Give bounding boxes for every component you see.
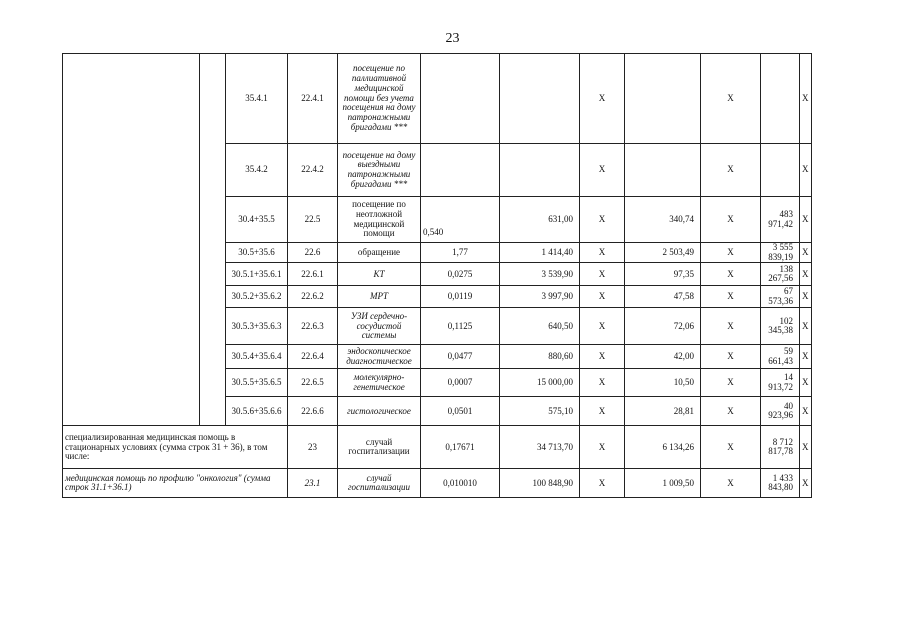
value-cell: [761, 144, 800, 197]
value-cell: 42,00: [625, 345, 701, 369]
x-cell: X: [800, 469, 812, 498]
line-number-cell: 23: [288, 426, 338, 469]
x-cell: X: [800, 286, 812, 308]
table-row: [63, 469, 812, 498]
x-cell: X: [701, 426, 761, 469]
cost-cell: 640,50: [500, 308, 580, 345]
x-cell: X: [701, 345, 761, 369]
cost-cell: 100 848,90: [500, 469, 580, 498]
x-cell: X: [800, 197, 812, 243]
x-cell: X: [580, 54, 625, 144]
norm-cell: 0,0275: [421, 263, 500, 286]
cost-cell: 3 539,90: [500, 263, 580, 286]
norm-cell: 0,1125: [421, 308, 500, 345]
data-table: [62, 53, 812, 498]
value-cell: 59 661,43: [761, 345, 800, 369]
norm-cell: 0,17671: [421, 426, 500, 469]
line-number-cell: 22.6.5: [288, 369, 338, 397]
value-cell: 72,06: [625, 308, 701, 345]
row-code-cell: 30.5.5+35.6.5: [226, 369, 288, 397]
norm-cell: 1,77: [421, 243, 500, 263]
line-number-cell: 22.6.2: [288, 286, 338, 308]
x-cell: X: [701, 469, 761, 498]
value-cell: 138 267,56: [761, 263, 800, 286]
row-code-cell: 30.5.4+35.6.4: [226, 345, 288, 369]
x-cell: X: [580, 426, 625, 469]
unit-cell: УЗИ сердечно-сосудистой системы: [338, 308, 421, 345]
unit-cell: МРТ: [338, 286, 421, 308]
row-name-cell: специализированная медицинская помощь в стационарных условиях (сумма строк 31 + 36), в том числе:: [63, 426, 288, 469]
x-cell: X: [580, 243, 625, 263]
norm-cell: 0,0119: [421, 286, 500, 308]
x-cell: X: [701, 308, 761, 345]
value-cell: 28,81: [625, 397, 701, 426]
x-cell: X: [800, 144, 812, 197]
unit-cell: эндоскопическое диагностическое: [338, 345, 421, 369]
value-cell: [625, 144, 701, 197]
unit-cell: гистологическое: [338, 397, 421, 426]
value-cell: 8 712 817,78: [761, 426, 800, 469]
line-number-cell: 22.5: [288, 197, 338, 243]
cost-cell: 34 713,70: [500, 426, 580, 469]
value-cell: 1 009,50: [625, 469, 701, 498]
value-cell: 97,35: [625, 263, 701, 286]
unit-cell: случай госпитализации: [338, 426, 421, 469]
value-cell: 3 555 839,19: [761, 243, 800, 263]
line-number-cell: 22.6.6: [288, 397, 338, 426]
unit-cell: посещение по неотложной медицинской помощи: [338, 197, 421, 243]
value-cell: 483 971,42: [761, 197, 800, 243]
unit-cell: случай госпитализации: [338, 469, 421, 498]
value-cell: 10,50: [625, 369, 701, 397]
line-number-cell: 23.1: [288, 469, 338, 498]
row-name-cell: медицинская помощь по профилю "онкология" (сумма строк 31.1+36.1): [63, 469, 288, 498]
x-cell: X: [701, 54, 761, 144]
x-cell: X: [800, 263, 812, 286]
cost-cell: 15 000,00: [500, 369, 580, 397]
page-number: 23: [445, 31, 460, 46]
x-cell: X: [800, 308, 812, 345]
unit-cell: посещение по паллиативной медицинской помощи без учета посещения на дому патронажными бригадами ***: [338, 54, 421, 144]
x-cell: X: [800, 426, 812, 469]
x-cell: X: [580, 469, 625, 498]
unit-cell: молекулярно-генетическое: [338, 369, 421, 397]
cost-cell: [500, 54, 580, 144]
value-cell: 2 503,49: [625, 243, 701, 263]
x-cell: X: [701, 286, 761, 308]
cost-cell: 880,60: [500, 345, 580, 369]
value-cell: 14 913,72: [761, 369, 800, 397]
x-cell: X: [580, 397, 625, 426]
x-cell: X: [580, 345, 625, 369]
row-code-cell: 30.5.1+35.6.1: [226, 263, 288, 286]
x-cell: X: [701, 369, 761, 397]
norm-cell: 0,0007: [421, 369, 500, 397]
value-cell: 1 433 843,80: [761, 469, 800, 498]
x-cell: X: [701, 144, 761, 197]
x-cell: X: [580, 369, 625, 397]
row-code-cell: 30.4+35.5: [226, 197, 288, 243]
norm-cell: 0,010010: [421, 469, 500, 498]
line-number-cell: 22.6: [288, 243, 338, 263]
x-cell: X: [800, 243, 812, 263]
x-cell: X: [701, 397, 761, 426]
value-cell: 340,74: [625, 197, 701, 243]
row-code-cell: 30.5.6+35.6.6: [226, 397, 288, 426]
x-cell: X: [580, 286, 625, 308]
cost-cell: [500, 144, 580, 197]
row-code-cell: 35.4.2: [226, 144, 288, 197]
norm-cell: [421, 144, 500, 197]
value-cell: [761, 54, 800, 144]
unit-cell: КТ: [338, 263, 421, 286]
x-cell: X: [701, 197, 761, 243]
norm-cell: [421, 54, 500, 144]
line-number-cell: 22.4.2: [288, 144, 338, 197]
unit-cell: посещение на дому выездными патронажными бригадами ***: [338, 144, 421, 197]
norm-cell: 0,0501: [421, 397, 500, 426]
line-number-cell: 22.6.4: [288, 345, 338, 369]
empty-merged-cell: [200, 54, 226, 426]
line-number-cell: 22.6.1: [288, 263, 338, 286]
x-cell: X: [800, 369, 812, 397]
row-code-cell: 30.5+35.6: [226, 243, 288, 263]
cost-cell: 631,00: [500, 197, 580, 243]
cost-cell: 575,10: [500, 397, 580, 426]
x-cell: X: [580, 144, 625, 197]
value-cell: 102 345,38: [761, 308, 800, 345]
row-code-cell: 35.4.1: [226, 54, 288, 144]
unit-cell: обращение: [338, 243, 421, 263]
value-cell: 40 923,96: [761, 397, 800, 426]
norm-cell: 0,540: [421, 197, 500, 243]
x-cell: X: [580, 263, 625, 286]
table-row: [63, 426, 812, 469]
x-cell: X: [800, 54, 812, 144]
value-cell: 6 134,26: [625, 426, 701, 469]
value-cell: 67 573,36: [761, 286, 800, 308]
x-cell: X: [580, 308, 625, 345]
line-number-cell: 22.6.3: [288, 308, 338, 345]
x-cell: X: [701, 263, 761, 286]
norm-cell: 0,0477: [421, 345, 500, 369]
cost-cell: 3 997,90: [500, 286, 580, 308]
empty-merged-cell: [63, 54, 200, 426]
x-cell: X: [701, 243, 761, 263]
x-cell: X: [580, 197, 625, 243]
table-row: [63, 54, 812, 144]
line-number-cell: 22.4.1: [288, 54, 338, 144]
x-cell: X: [800, 397, 812, 426]
value-cell: [625, 54, 701, 144]
cost-cell: 1 414,40: [500, 243, 580, 263]
x-cell: X: [800, 345, 812, 369]
value-cell: 47,58: [625, 286, 701, 308]
row-code-cell: 30.5.3+35.6.3: [226, 308, 288, 345]
row-code-cell: 30.5.2+35.6.2: [226, 286, 288, 308]
